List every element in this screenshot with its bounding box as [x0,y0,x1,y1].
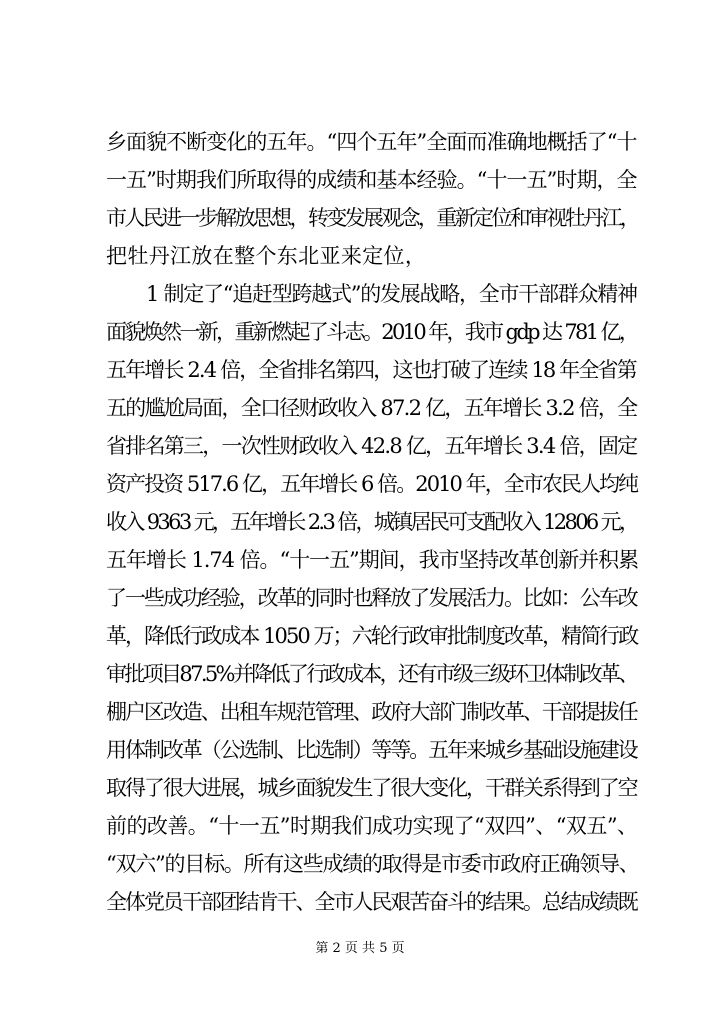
text-line: 五年增长 1.74 倍。“十一五”期间，我市坚持改革创新并积累 [106,548,639,572]
text-line: 省排名第三，一次性财政收入 42.8 亿，五年增长 3.4 倍，固定 [106,434,637,458]
text-line: 棚户区改造、出租车规范管理、政府大部门制改革、干部提拔任 [106,700,637,724]
page-footer: 第 2 页 共 5 页 [315,941,405,956]
text-line: 资产投资 517.6 亿，五年增长 6 倍。2010 年，全市农民人均纯 [106,472,638,496]
text-line: 面貌焕然一新，重新燃起了斗志。2010 年，我市 gdp 达 781 亿， [106,320,638,344]
text-line: 前的改善。“十一五”时期我们成功实现了“双四”、“双五”、 [106,814,638,838]
text-line: “双六”的目标。所有这些成绩的取得是市委市政府正确领导、 [106,852,639,876]
text-line: 一五”时期我们所取得的成绩和基本经验。“十一五”时期，全 [106,168,637,192]
text-line: 把牡丹江放在整个东北亚来定位， [106,244,427,268]
text-line: 五年增长 2.4 倍，全省排名第四，这也打破了连续 18 年全省第 [106,358,636,382]
text-line: 市人民进一步解放思想，转变发展观念，重新定位和审视牡丹江， [106,206,639,230]
text-line: 革，降低行政成本 1050 万；六轮行政审批制度改革，精简行政 [106,624,638,648]
text-line: 乡面貌不断变化的五年。“四个五年”全面而准确地概括了“十 [106,130,637,154]
text-line: 1 制定了“追赶型跨越式”的发展战略，全市干部群众精神 [146,282,637,306]
text-line: 审批项目87.5%并降低了行政成本，还有市级三级环卫体制改革、 [106,662,637,686]
text-line: 了一些成功经验，改革的同时也释放了发展活力。比如：公车改 [106,586,637,610]
text-line: 取得了很大进展，城乡面貌发生了很大变化，干群关系得到了空 [106,776,637,800]
text-line: 五的尴尬局面，全口径财政收入 87.2 亿，五年增长 3.2 倍，全 [106,396,637,420]
text-line: 全体党员干部团结肯干、全市人民艰苦奋斗的结果。总结成绩既 [106,890,637,914]
text-line: 用体制改革（公选制、比选制）等等。五年来城乡基础设施建设 [106,738,637,762]
text-line: 收入 9363 元，五年增长 2.3 倍，城镇居民可支配收入 12806 元， [106,510,638,534]
